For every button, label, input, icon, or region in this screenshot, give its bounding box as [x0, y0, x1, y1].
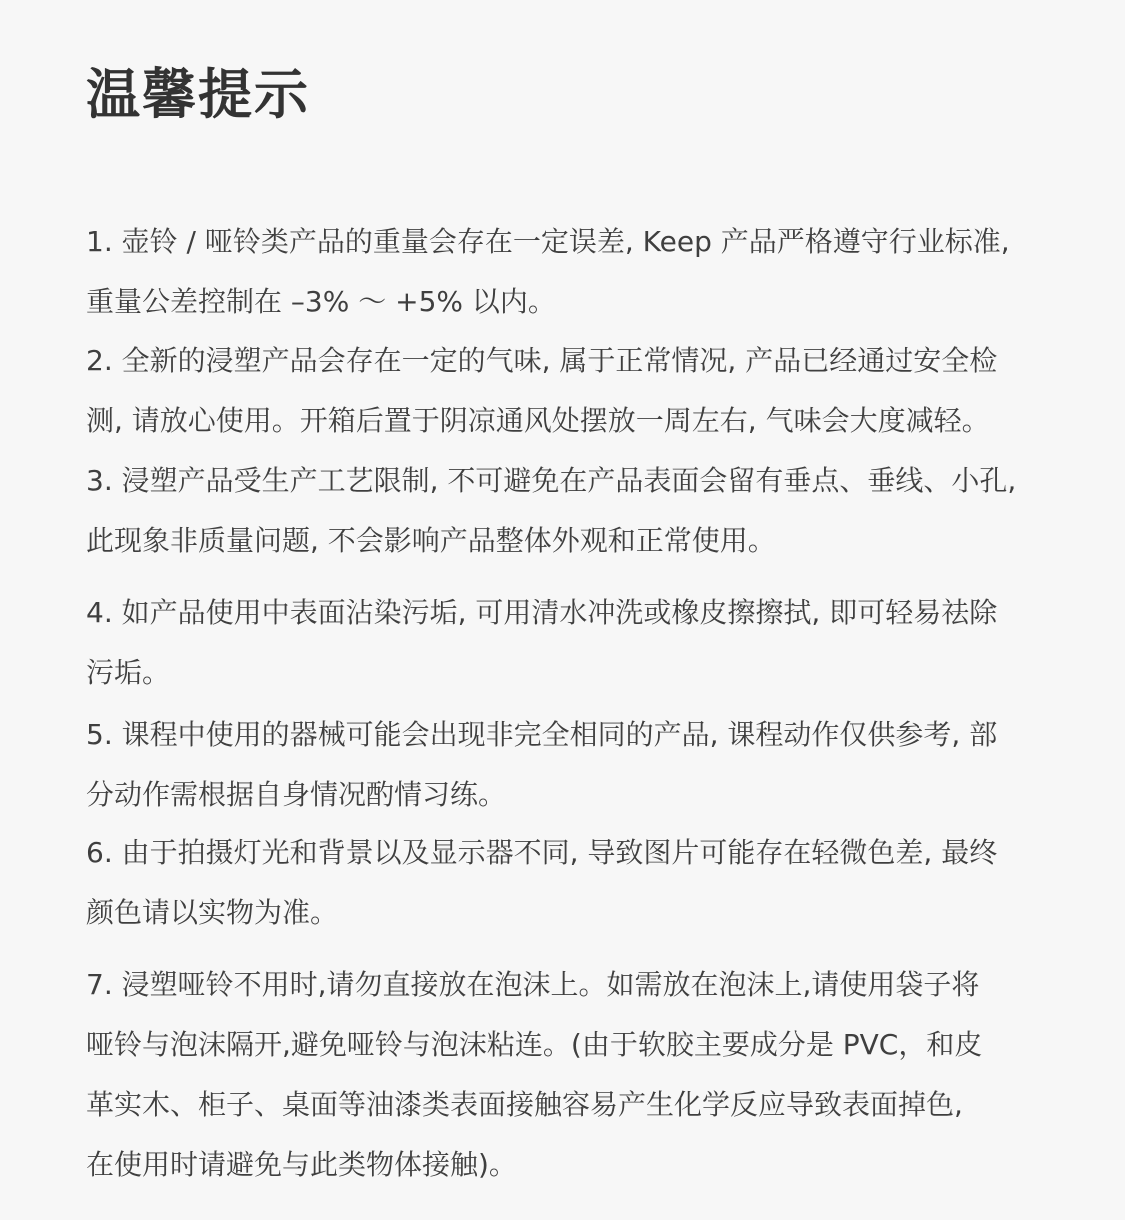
note-item: [86, 955, 1066, 1195]
note-line: 测, 请放心使用。开箱后置于阴凉通风处摆放一周左右, 气味会大度减轻。: [86, 404, 990, 437]
note-line: 2. 全新的浸塑产品会存在一定的气味, 属于正常情况, 产品已经通过安全检: [86, 344, 998, 377]
note-line: 重量公差控制在 –3% ～ +5% 以内。: [86, 285, 556, 318]
note-line: 1. 壶铃 / 哑铃类产品的重量会存在一定误差, Keep 产品严格遵守行业标准,: [86, 225, 1010, 258]
note-line: 污垢。: [86, 656, 171, 689]
page-title: 温馨提示: [86, 63, 310, 126]
note-line: 6. 由于拍摄灯光和背景以及显示器不同, 导致图片可能存在轻微色差, 最终: [86, 836, 998, 869]
note-item: [86, 212, 1066, 332]
note-line: 革实木、柜子、桌面等油漆类表面接触容易产生化学反应导致表面掉色,: [86, 1088, 963, 1121]
note-line: 此现象非质量问题, 不会影响产品整体外观和正常使用。: [86, 524, 776, 557]
note-line: 3. 浸塑产品受生产工艺限制, 不可避免在产品表面会留有垂点、垂线、小孔,: [86, 464, 1017, 497]
note-item: [86, 583, 1066, 703]
note-line: 4. 如产品使用中表面沾染污垢, 可用清水冲洗或橡皮擦擦拭, 即可轻易祛除: [86, 596, 998, 629]
note-line: 分动作需根据自身情况酌情习练。: [86, 778, 507, 811]
note-line: 5. 课程中使用的器械可能会出现非完全相同的产品, 课程动作仅供参考, 部: [86, 718, 998, 751]
note-item: [86, 331, 1066, 451]
note-line: 哑铃与泡沫隔开,避免哑铃与泡沫粘连。(由于软胶主要成分是 PVC，和皮: [86, 1028, 983, 1061]
note-line: 在使用时请避免与此类物体接触)。: [86, 1148, 517, 1181]
note-item: [86, 823, 1066, 943]
note-item: [86, 451, 1066, 571]
note-line: 7. 浸塑哑铃不用时,请勿直接放在泡沫上。如需放在泡沫上,请使用袋子将: [86, 968, 980, 1001]
note-line: 颜色请以实物为准。: [86, 896, 339, 929]
note-item: [86, 705, 1066, 825]
